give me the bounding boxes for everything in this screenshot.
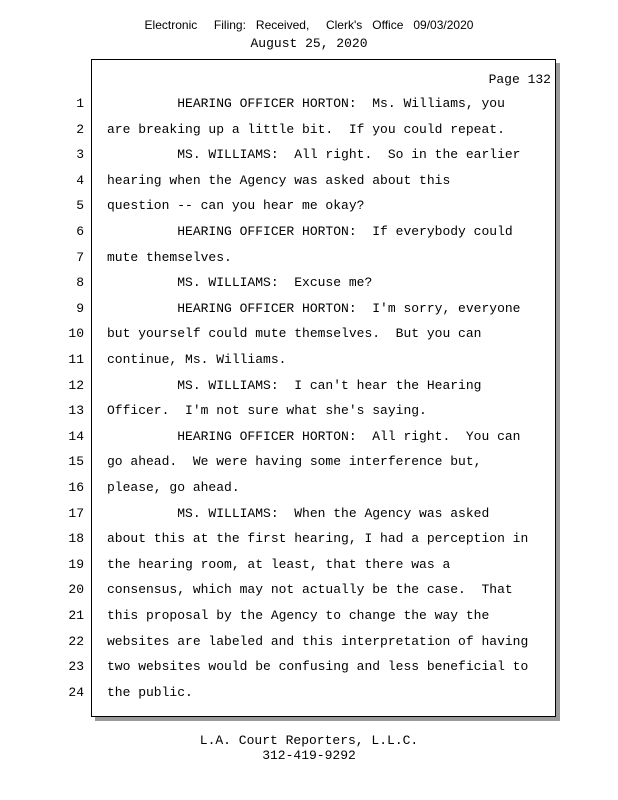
line-text: consensus, which may not actually be the case. That	[107, 582, 513, 598]
line-number: 12	[68, 377, 84, 393]
line-number: 24	[68, 684, 84, 700]
line-text: go ahead. We were having some interference but,	[107, 454, 482, 470]
line-number: 2	[76, 121, 84, 137]
line-text: question -- can you hear me okay?	[107, 198, 365, 214]
line-number: 11	[68, 352, 84, 367]
line-number: 10	[68, 326, 84, 342]
line-text: the hearing room, at least, that there was a	[107, 556, 451, 572]
line-text: MS. WILLIAMS: Excuse me?	[107, 275, 373, 291]
line-text: MS. WILLIAMS: When the Agency was asked	[107, 505, 490, 521]
filing-stamp: Electronic Filing: Received, Clerk's Office 09/03/2020	[144, 18, 474, 32]
line-number: 15	[68, 454, 84, 470]
line-number: 19	[68, 556, 84, 572]
line-text: HEARING OFFICER HORTON: All right. You can	[107, 428, 521, 444]
line-text: MS. WILLIAMS: All right. So in the earlier	[107, 147, 521, 163]
transcript-date: August 25, 2020	[250, 36, 368, 51]
line-text: HEARING OFFICER HORTON: Ms. Williams, you	[107, 96, 505, 111]
line-number: 20	[68, 582, 84, 598]
line-number: 16	[68, 480, 84, 495]
footer-phone: 312-419-9292	[262, 748, 356, 763]
line-text: mute themselves.	[107, 249, 232, 265]
line-text: Officer. I'm not sure what she's saying.	[107, 403, 427, 419]
line-number: 8	[76, 275, 84, 291]
footer-company: L.A. Court Reporters, L.L.C.	[199, 733, 419, 748]
line-text: about this at the first hearing, I had a perception in	[107, 531, 529, 547]
line-number: 5	[76, 198, 84, 214]
line-number: 18	[68, 531, 84, 547]
line-text: HEARING OFFICER HORTON: If everybody could	[107, 224, 513, 239]
line-text: the public.	[107, 684, 193, 700]
line-text: hearing when the Agency was asked about this	[107, 172, 451, 188]
line-text: continue, Ms. Williams.	[107, 352, 287, 367]
line-text: this proposal by the Agency to change the way the	[107, 608, 490, 623]
line-number: 6	[76, 224, 84, 239]
line-text: websites are labeled and this interpretation of having	[107, 633, 529, 649]
line-number: 21	[68, 608, 84, 623]
line-number: 1	[76, 96, 84, 111]
line-text: are breaking up a little bit. If you could repeat.	[107, 121, 505, 137]
line-text: two websites would be confusing and less beneficial to	[107, 659, 529, 675]
page-number: Page 132	[488, 72, 551, 87]
line-number: 22	[68, 633, 84, 649]
line-number: 14	[68, 428, 84, 444]
line-number: 3	[76, 147, 84, 163]
line-text: HEARING OFFICER HORTON: I'm sorry, everyone	[107, 300, 521, 316]
line-text: but yourself could mute themselves. But you can	[107, 326, 482, 342]
line-number: 13	[68, 403, 84, 419]
line-number: 4	[76, 172, 84, 188]
line-number: 7	[76, 249, 84, 265]
line-number: 23	[68, 659, 84, 675]
line-number: 9	[76, 300, 84, 316]
line-text: please, go ahead.	[107, 480, 240, 495]
line-text: MS. WILLIAMS: I can't hear the Hearing	[107, 377, 482, 393]
line-number: 17	[68, 505, 84, 521]
